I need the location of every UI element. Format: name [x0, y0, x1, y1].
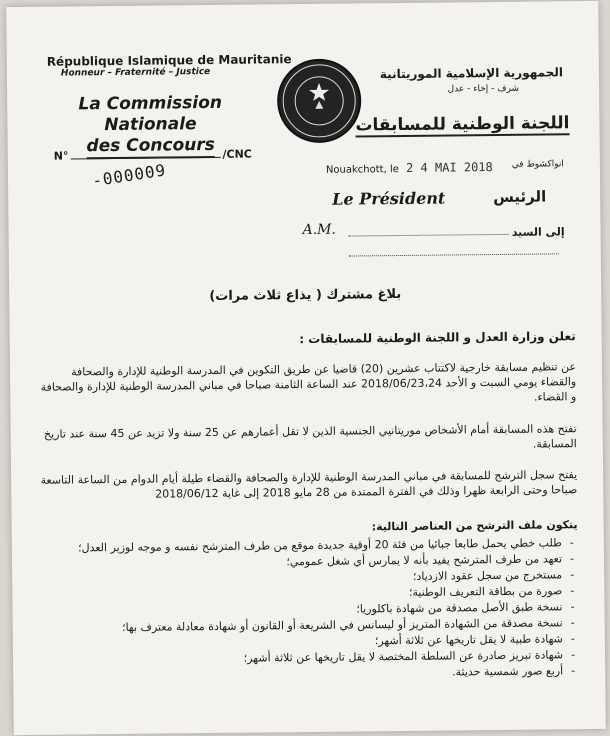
recipient-ar: إلى السيد [511, 225, 565, 239]
motto-ar: شرف - إخاء - عدل [447, 83, 520, 95]
list-item: - صورة من بطاقة التعريف الوطنية؛ [42, 583, 562, 603]
paragraph-1: عن تنظيم مسابقة خارجية لاكتتاب عشرين (20) قاضيا عن طريق التكوين في المدرسة الوطنية للإدارة والصحافة والقضاء يومي السبت و الأحد 2018/06/23،24 عند الساعة الثامنة صباحا في مباني المدرسة الوطنية للإدارة والصحافة و القضاء. [40, 360, 577, 404]
list-item: - شهادة تبريز صادرة عن السلطة المختصة لا يقل تاريخها عن ثلاثة أشهر؛ [43, 647, 563, 667]
list-item: - نسخة مصدقة من الشهادة المتريز أو ليسانس في الشريعة أو القانون أو شهادة معادلة معترف بها؛ [43, 615, 563, 635]
list-item: - أربع صور شمسية حديثة. [43, 663, 563, 683]
list-item: - طلب خطي يحمل طابعا جبائيا من فئة 20 أوقية جديدة موقع من طرف المترشح نفسه و موجه لوزير العدل؛ [42, 535, 562, 555]
recipient: A.M. [302, 221, 336, 239]
recipient-line-2 [349, 253, 559, 256]
commission-line2: des Concours [86, 135, 215, 159]
president-fr: Le Président [332, 188, 446, 209]
motto-fr: Honneur – Fraternité – Justice [60, 66, 211, 79]
list-item: - مستخرج من سجل عقود الازدياد؛ [42, 567, 562, 587]
document-page [6, 1, 606, 735]
reference-number [54, 147, 252, 163]
list-item: - شهادة طبية لا يقل تاريخها عن ثلاثة أشهر؛ [43, 631, 563, 651]
communique-intro: تعلن وزارة العدل و اللجنة الوطنية للمسابقات : [299, 329, 576, 347]
republic-name-ar: الجمهورية الإسلامية الموريتانية [379, 65, 563, 82]
republic-name-fr: République Islamique de Mauritanie [46, 52, 292, 69]
recipient-line [349, 234, 509, 237]
dateline [326, 160, 497, 176]
national-seal-icon [277, 58, 362, 143]
communique-title: بلاغ مشترك ( يذاع ثلاث مرات) [209, 286, 402, 305]
paragraph-4: يتكون ملف الترشح من العناصر التالية: [371, 518, 578, 534]
list-item: - نسخة طبق الأصل مصدقة من شهادة باكلوريا؛ [42, 599, 562, 619]
paragraph-3: يفتح سجل الترشح للمسابقة في مباني المدرسة الوطنية للإدارة والصحافة والقضاء طيلة أيام الدوام من الساعة التاسعة صباحا وحتى الرابعة ظهرا وذلك في الفترة الممتدة من 28 مايو 2018 إلى غاية 2018/06/12 [40, 468, 578, 501]
commission-line1: La Commission Nationale [78, 92, 223, 136]
requirements-list [42, 535, 579, 685]
date-stamp: 2 4 MAI 2018 [405, 160, 493, 175]
date-label-ar: انواكشوط في [511, 159, 564, 170]
number-suffix: /CNC [222, 147, 252, 161]
commission-name-ar: اللجنة الوطنية للمسابقات [355, 113, 570, 136]
president-ar: الرئيس [493, 187, 547, 207]
handwritten-number: -000009 [90, 160, 168, 191]
paragraph-2: تفتح هذه المسابقة أمام الأشخاص موريتانيي الجنسية الذين لا تقل أعمارهم عن 25 سنة ولا تزيد عن 45 سنة عند تاريخ المسابقة. [43, 422, 577, 451]
date-label: Nouakchott, le [325, 164, 399, 176]
number-prefix: N° [53, 149, 69, 163]
list-item: - تعهد من طرف المترشح يفيد بأنه لا يمارس أي شغل عمومي؛ [42, 551, 562, 571]
